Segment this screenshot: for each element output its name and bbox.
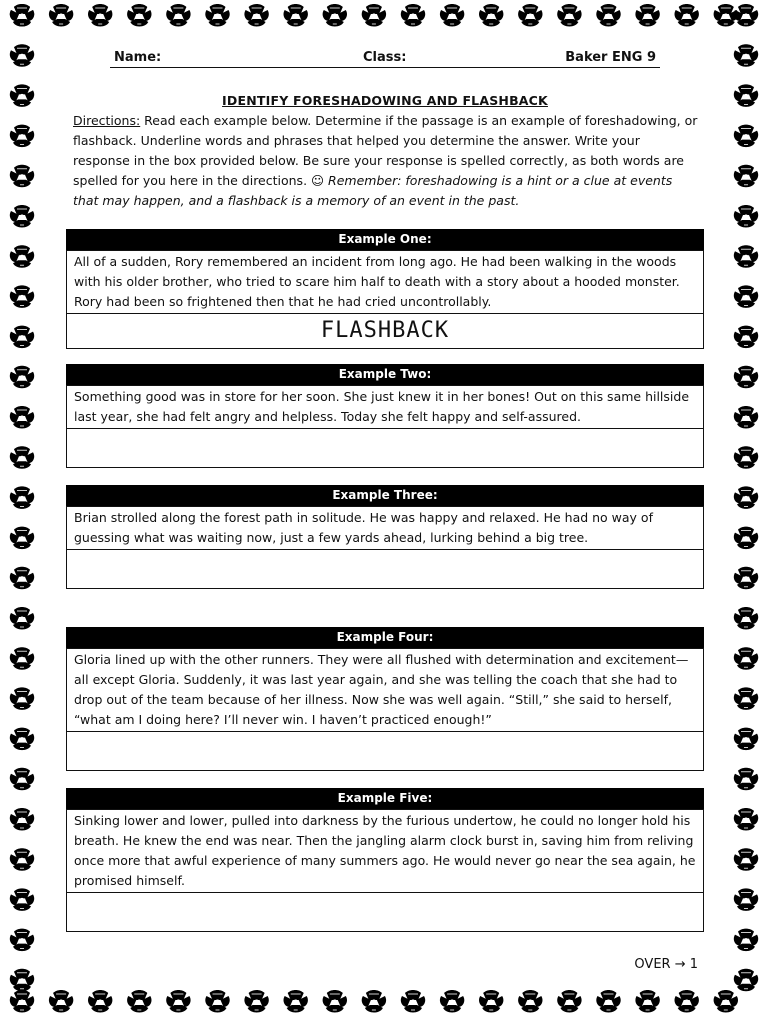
border-flower-icon	[675, 990, 699, 1013]
border-flower-icon	[127, 4, 151, 27]
border-flower-icon	[734, 125, 758, 148]
example-passage: Something good was in store for her soon. She just knew it in her bones! Out on this same hillside last year, she had felt angry and helpless. Today she felt happy and self-assured.	[74, 389, 690, 424]
example-passage: All of a sudden, Rory remembered an incident from long ago. He had been walking in the woods with his older brother, who tried to scare him half to death with a story about a hooded monster. Rory had been so frightened then that he had cried uncontrollably.	[74, 254, 680, 309]
border-flower-icon	[166, 4, 190, 27]
border-flower-icon	[518, 990, 542, 1013]
border-flower-icon	[734, 888, 758, 911]
border-flower-icon	[596, 4, 620, 27]
border-flower-icon	[734, 728, 758, 751]
border-flower-icon	[440, 990, 464, 1013]
border-flower-icon	[734, 326, 758, 349]
border-flower-icon	[635, 990, 659, 1013]
border-flower-icon	[49, 4, 73, 27]
border-flower-icon	[734, 607, 758, 630]
border-flower-icon	[10, 567, 34, 590]
border-flower-icon	[596, 990, 620, 1013]
border-flower-icon	[10, 848, 34, 871]
border-flower-icon	[10, 607, 34, 630]
name-label: Name:	[114, 50, 162, 65]
border-flower-icon	[734, 969, 758, 992]
border-flower-icon	[479, 4, 503, 27]
border-flower-icon	[714, 4, 738, 27]
directions-label: Directions:	[73, 113, 141, 128]
border-flower-icon	[10, 486, 34, 509]
border-flower-icon	[734, 285, 758, 308]
border-flower-icon	[479, 990, 503, 1013]
border-flower-icon	[401, 990, 425, 1013]
example-heading: Example Two:	[66, 364, 704, 385]
example-passage: Sinking lower and lower, pulled into darkness by the furious undertow, he could no longer hold his breath. He knew the end was near. Then the jangling alarm clock burst in, saving him from reliving once more that awful experience of many summers ago. He would never go near the sea again, he promised himself.	[74, 813, 696, 888]
border-flower-icon	[734, 527, 758, 550]
border-flower-icon	[10, 527, 34, 550]
border-flower-icon	[10, 969, 34, 992]
answer-box[interactable]: FLASHBACK	[67, 313, 703, 348]
example-heading: Example Four:	[66, 627, 704, 648]
border-flower-icon	[88, 990, 112, 1013]
course-label: Baker ENG 9	[565, 50, 656, 65]
border-flower-icon	[323, 990, 347, 1013]
border-flower-icon	[127, 990, 151, 1013]
border-flower-icon	[518, 4, 542, 27]
border-flower-icon	[284, 990, 308, 1013]
border-flower-icon	[401, 4, 425, 27]
border-flower-icon	[734, 245, 758, 268]
answer-box[interactable]	[67, 731, 703, 770]
border-flower-icon	[734, 4, 758, 27]
border-flower-icon	[734, 84, 758, 107]
border-flower-icon	[734, 446, 758, 469]
border-flower-icon	[714, 990, 738, 1013]
border-flower-icon	[734, 687, 758, 710]
border-flower-icon	[10, 687, 34, 710]
border-flower-icon	[734, 848, 758, 871]
directions-reminder: Remember: foreshadowing is a hint or a clue at events that may happen, and a flashback is a memory of an event in the past.	[73, 173, 673, 208]
example-two	[66, 364, 704, 468]
example-passage: Brian strolled along the forest path in solitude. He was happy and relaxed. He had no way of guessing what was waiting now, just a few yards ahead, lurking behind a big tree.	[74, 510, 653, 545]
border-flower-icon	[734, 647, 758, 670]
page-footer: OVER → 1	[634, 957, 698, 972]
example-three	[66, 485, 704, 589]
border-flower-icon	[49, 990, 73, 1013]
border-flower-icon	[284, 4, 308, 27]
example-heading: Example One:	[66, 229, 704, 250]
border-flower-icon	[10, 728, 34, 751]
border-flower-icon	[557, 4, 581, 27]
directions	[73, 111, 699, 211]
border-flower-icon	[244, 990, 268, 1013]
border-flower-icon	[10, 406, 34, 429]
example-passage: Gloria lined up with the other runners. They were all flushed with determination and excitement—all except Gloria. Suddenly, it was last year again, and she was telling the coach that she had to drop out of the team because of her illness. Now she was well again. “Still,” she said to herself, “what am I doing here? I’ll never win. I haven’t practiced enough!”	[74, 652, 689, 727]
border-flower-icon	[557, 990, 581, 1013]
header	[66, 48, 704, 70]
border-flower-icon	[88, 4, 112, 27]
border-flower-icon	[10, 44, 34, 66]
page-title: IDENTIFY FORESHADOWING AND FLASHBACK	[222, 93, 548, 108]
directions-text: Read each example below. Determine if the passage is an example of foreshadowing, or flashback. Underline words and phrases that helped you determine the answer. Write your response in the box provided below. Be sure your response is spelled correctly, as both words are spelled for you here in the directions. ☺	[73, 113, 698, 188]
name-line[interactable]	[110, 67, 660, 68]
border-flower-icon	[734, 486, 758, 509]
border-flower-icon	[362, 4, 386, 27]
border-flower-icon	[440, 4, 464, 27]
border-flower-icon	[10, 888, 34, 911]
border-flower-icon	[10, 125, 34, 148]
border-flower-icon	[10, 285, 34, 308]
border-flower-icon	[10, 326, 34, 349]
border-flower-icon	[10, 990, 34, 1013]
example-four	[66, 627, 704, 771]
border-flower-icon	[205, 4, 229, 27]
border-flower-icon	[10, 4, 34, 27]
border-flower-icon	[10, 768, 34, 791]
border-flower-icon	[244, 4, 268, 27]
border-flower-icon	[734, 567, 758, 590]
border-flower-icon	[10, 647, 34, 670]
answer-box[interactable]	[67, 549, 703, 588]
border-flower-icon	[10, 245, 34, 268]
border-flower-icon	[734, 366, 758, 389]
border-flower-icon	[734, 929, 758, 952]
border-flower-icon	[362, 990, 386, 1013]
border-flower-icon	[205, 990, 229, 1013]
border-flower-icon	[675, 4, 699, 27]
answer-box[interactable]	[67, 892, 703, 931]
border-flower-icon	[635, 4, 659, 27]
answer-box[interactable]	[67, 428, 703, 467]
border-flower-icon	[10, 446, 34, 469]
border-flower-icon	[10, 808, 34, 831]
border-flower-icon	[734, 165, 758, 188]
border-flower-icon	[10, 165, 34, 188]
example-one	[66, 229, 704, 349]
border-flower-icon	[10, 84, 34, 107]
border-flower-icon	[734, 406, 758, 429]
example-heading: Example Five:	[66, 788, 704, 809]
border-flower-icon	[734, 768, 758, 791]
border-flower-icon	[10, 205, 34, 228]
border-flower-icon	[734, 205, 758, 228]
border-flower-icon	[10, 366, 34, 389]
example-five	[66, 788, 704, 932]
border-flower-icon	[10, 4, 34, 27]
border-flower-icon	[10, 929, 34, 952]
example-heading: Example Three:	[66, 485, 704, 506]
border-flower-icon	[323, 4, 347, 27]
border-flower-icon	[166, 990, 190, 1013]
border-flower-icon	[734, 808, 758, 831]
border-flower-icon	[734, 44, 758, 66]
class-label: Class:	[363, 50, 407, 65]
